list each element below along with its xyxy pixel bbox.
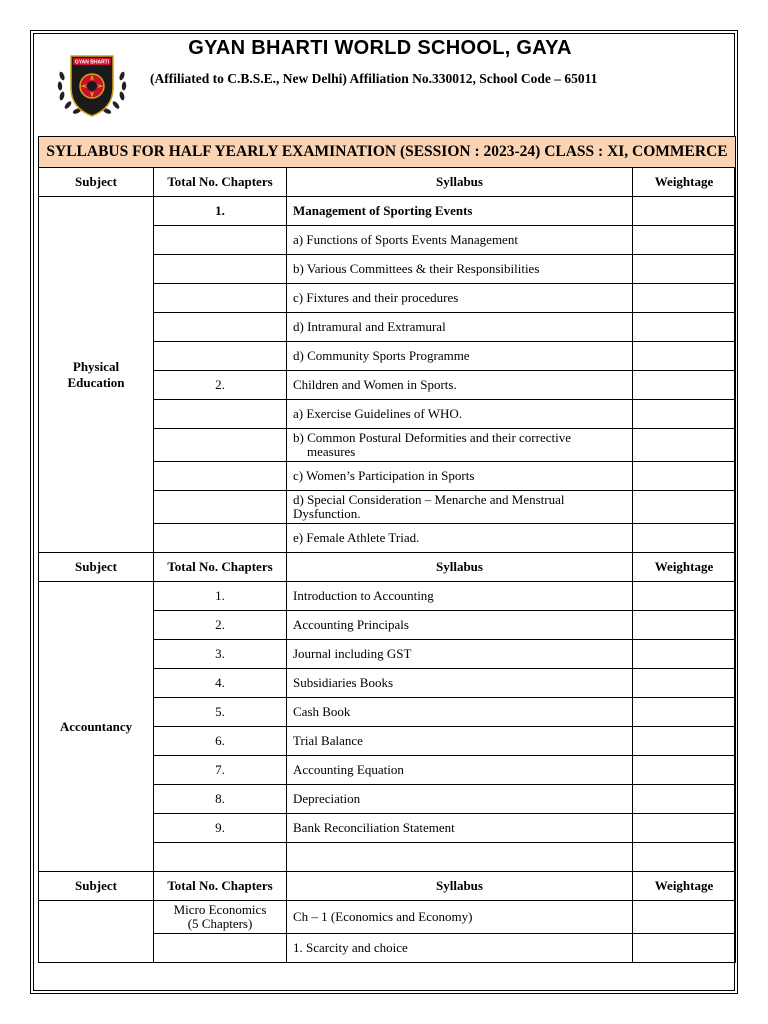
affiliation-text: (Affiliated to C.B.S.E., New Delhi) Affiliation No.330012, School Code – 65011 bbox=[150, 71, 598, 86]
chapter-number bbox=[154, 524, 287, 553]
chapter-number: 9. bbox=[154, 814, 287, 843]
header-chapters: Total No. Chapters bbox=[154, 168, 287, 197]
chapter-number bbox=[154, 255, 287, 284]
chapter-number: 4. bbox=[154, 669, 287, 698]
syllabus-item: a) Exercise Guidelines of WHO. bbox=[287, 400, 633, 429]
syllabus-item: b) Common Postural Deformities and their corrective measures bbox=[287, 429, 633, 462]
header-syllabus: Syllabus bbox=[287, 553, 633, 582]
chapter-number bbox=[154, 843, 287, 872]
weightage-cell bbox=[633, 429, 736, 462]
chapter-number bbox=[154, 462, 287, 491]
subject-economics bbox=[39, 901, 154, 963]
weightage-cell bbox=[633, 284, 736, 313]
banner-row bbox=[39, 137, 736, 168]
syllabus-item: Subsidiaries Books bbox=[287, 669, 633, 698]
syllabus-item: Bank Reconciliation Statement bbox=[287, 814, 633, 843]
chapter-number bbox=[154, 400, 287, 429]
weightage-cell bbox=[633, 756, 736, 785]
weightage-cell bbox=[633, 313, 736, 342]
syllabus-item: Cash Book bbox=[287, 698, 633, 727]
header-subject: Subject bbox=[39, 553, 154, 582]
weightage-cell bbox=[633, 698, 736, 727]
chapter-number bbox=[154, 429, 287, 462]
chapter-number: 6. bbox=[154, 727, 287, 756]
chapter-number bbox=[154, 934, 287, 963]
chapter-number bbox=[154, 284, 287, 313]
logo-text: GYAN BHARTI bbox=[74, 59, 110, 66]
weightage-cell bbox=[633, 342, 736, 371]
chapter-number: Micro Economics (5 Chapters) bbox=[154, 901, 287, 934]
weightage-cell bbox=[633, 901, 736, 934]
subject-physical-education: Physical Education bbox=[39, 197, 154, 553]
syllabus-item: b) Various Committees & their Responsibilities bbox=[287, 255, 633, 284]
chapter-number bbox=[154, 313, 287, 342]
syllabus-item: Accounting Principals bbox=[287, 611, 633, 640]
weightage-cell bbox=[633, 371, 736, 400]
syllabus-item: Ch – 1 (Economics and Economy) bbox=[287, 901, 633, 934]
syllabus-item: Trial Balance bbox=[287, 727, 633, 756]
subject-accountancy: Accountancy bbox=[39, 582, 154, 872]
weightage-cell bbox=[633, 669, 736, 698]
header-weightage: Weightage bbox=[633, 553, 736, 582]
weightage-cell bbox=[633, 462, 736, 491]
weightage-cell bbox=[633, 582, 736, 611]
weightage-cell bbox=[633, 524, 736, 553]
chapter-number: 1. bbox=[154, 197, 287, 226]
chapter-number: 8. bbox=[154, 785, 287, 814]
chapter-number: 3. bbox=[154, 640, 287, 669]
table-row bbox=[39, 901, 736, 934]
syllabus-item: a) Functions of Sports Events Management bbox=[287, 226, 633, 255]
syllabus-item: c) Fixtures and their procedures bbox=[287, 284, 633, 313]
syllabus-item: Introduction to Accounting bbox=[287, 582, 633, 611]
weightage-cell bbox=[633, 785, 736, 814]
weightage-cell bbox=[633, 226, 736, 255]
chapter-number: 7. bbox=[154, 756, 287, 785]
syllabus-item: Journal including GST bbox=[287, 640, 633, 669]
header-subject: Subject bbox=[39, 872, 154, 901]
weightage-cell bbox=[633, 814, 736, 843]
syllabus-item bbox=[287, 843, 633, 872]
table-row bbox=[39, 197, 736, 226]
school-name: GYAN BHARTI WORLD SCHOOL, GAYA bbox=[188, 37, 572, 59]
weightage-cell bbox=[633, 843, 736, 872]
header-chapters: Total No. Chapters bbox=[154, 553, 287, 582]
header-row bbox=[39, 553, 736, 582]
header-weightage: Weightage bbox=[633, 168, 736, 197]
syllabus-item: Children and Women in Sports. bbox=[287, 371, 633, 400]
chapter-number: 2. bbox=[154, 371, 287, 400]
syllabus-item: d) Special Consideration – Menarche and Menstrual Dysfunction. bbox=[287, 491, 633, 524]
header-syllabus: Syllabus bbox=[287, 872, 633, 901]
chapter-number: 5. bbox=[154, 698, 287, 727]
chapter-number: 1. bbox=[154, 582, 287, 611]
weightage-cell bbox=[633, 934, 736, 963]
syllabus-item: 1. Scarcity and choice bbox=[287, 934, 633, 963]
syllabus-item: Depreciation bbox=[287, 785, 633, 814]
school-logo bbox=[52, 48, 132, 124]
weightage-cell bbox=[633, 400, 736, 429]
syllabus-item: c) Women’s Participation in Sports bbox=[287, 462, 633, 491]
header-row bbox=[39, 872, 736, 901]
weightage-cell bbox=[633, 255, 736, 284]
syllabus-item: e) Female Athlete Triad. bbox=[287, 524, 633, 553]
weightage-cell bbox=[633, 611, 736, 640]
weightage-cell bbox=[633, 640, 736, 669]
chapter-number bbox=[154, 226, 287, 255]
header-row bbox=[39, 168, 736, 197]
weightage-cell bbox=[633, 197, 736, 226]
syllabus-item: Accounting Equation bbox=[287, 756, 633, 785]
chapter-number: 2. bbox=[154, 611, 287, 640]
table-row bbox=[39, 582, 736, 611]
syllabus-item: Management of Sporting Events bbox=[287, 197, 633, 226]
chapter-number bbox=[154, 491, 287, 524]
syllabus-banner: SYLLABUS FOR HALF YEARLY EXAMINATION (SESSION : 2023-24) CLASS : XI, COMMERCE bbox=[39, 137, 736, 168]
header-subject: Subject bbox=[39, 168, 154, 197]
header-weightage: Weightage bbox=[633, 872, 736, 901]
weightage-cell bbox=[633, 727, 736, 756]
syllabus-item: d) Intramural and Extramural bbox=[287, 313, 633, 342]
header-chapters: Total No. Chapters bbox=[154, 872, 287, 901]
syllabus-table bbox=[38, 136, 736, 963]
weightage-cell bbox=[633, 491, 736, 524]
chapter-number bbox=[154, 342, 287, 371]
syllabus-item: d) Community Sports Programme bbox=[287, 342, 633, 371]
header-syllabus: Syllabus bbox=[287, 168, 633, 197]
